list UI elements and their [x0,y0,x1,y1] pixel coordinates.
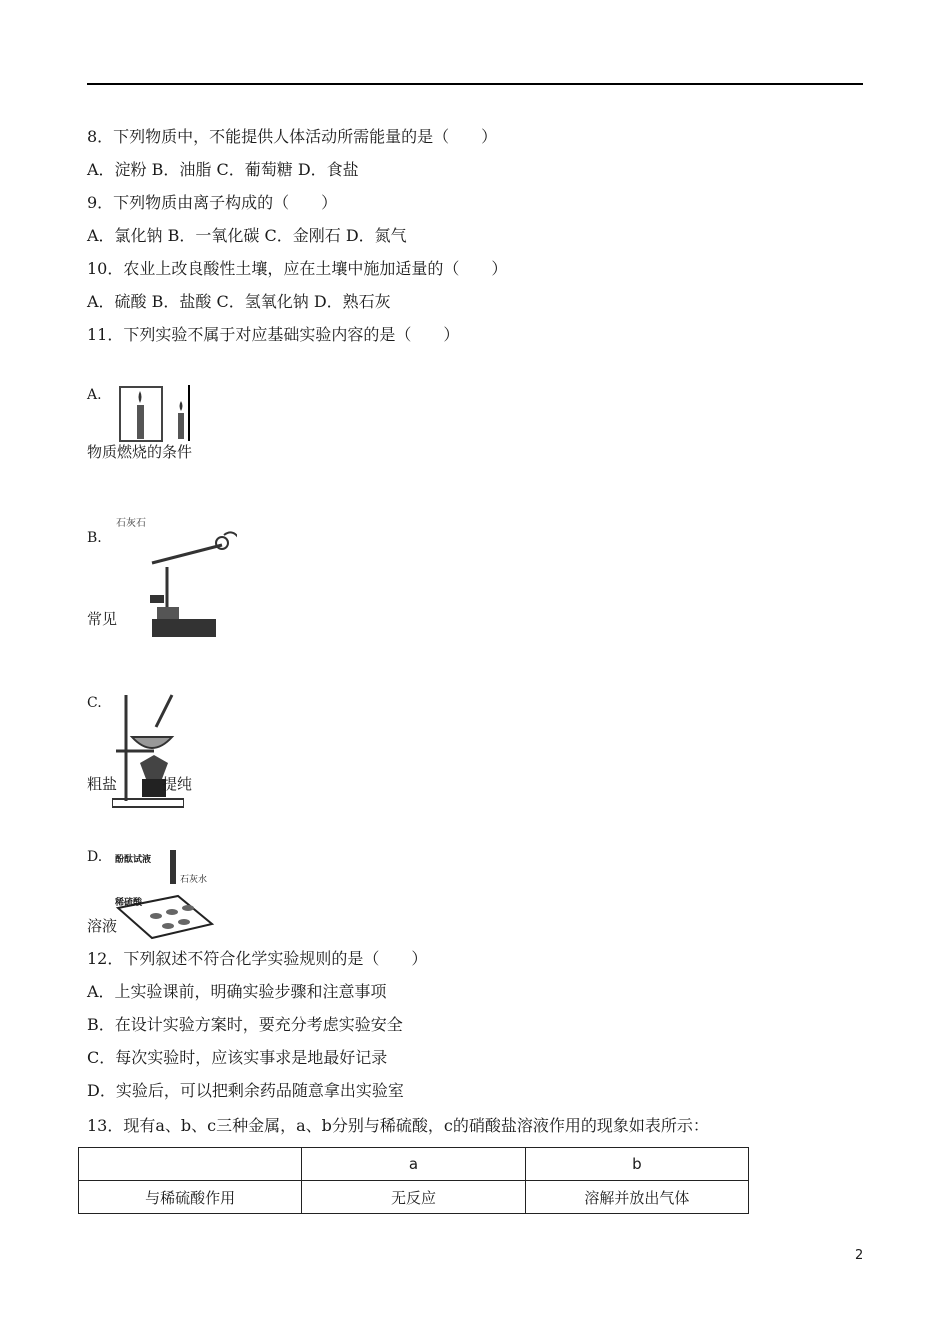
q11-option-d-label-limewater: 石灰水 [180,875,208,885]
table-cell: 溶解并放出气体 [525,1181,748,1214]
q12-option-c: C．每次实验时，应该实事求是地最好记录 [87,1048,388,1067]
limestone-heating-figure [112,527,237,639]
q12-option-a: A．上实验课前，明确实验步骤和注意事项 [87,982,387,1001]
q11-option-d-caption: 溶液 [87,917,118,935]
q10-options: A．硫酸 B．盐酸 C．氢氧化钠 D．熟石灰 [87,292,391,311]
q11-option-d-letter: D. [87,849,103,865]
q12-option-d: D．实验后，可以把剩余药品随意拿出实验室 [87,1081,404,1100]
table-cell: 无反应 [302,1181,525,1214]
q11-option-d-label-phenolphthalein: 酚酞试液 [115,855,152,865]
q11-option-c-caption: 粗盐 提纯 [87,775,193,793]
q9-options: A．氯化钠 B．一氧化碳 C．金刚石 D．氮气 [87,226,407,245]
q9-stem: 9．下列物质由离子构成的（ ） [87,193,338,212]
table-header-cell: b [525,1148,748,1181]
q8-stem: 8．下列物质中，不能提供人体活动所需能量的是（ ） [87,127,498,146]
q11-option-b-caption: 常见 [87,610,118,628]
q11-option-a-caption: 物质燃烧的条件 [87,443,193,461]
table-header-row [79,1148,749,1181]
header-rule [87,83,863,85]
q11-option-d-label-dilute-sulfuric: 稀硫酸 [115,898,143,908]
q11-option-c-letter: C. [87,695,102,711]
q11-option-b-letter: B. [87,530,102,546]
candle-combustion-figure [112,383,192,445]
q13-stem: 13．现有a、b、c三种金属，a、b分别与稀硫酸，c的硝酸盐溶液作用的现象如表所示： [87,1116,709,1135]
q11-stem: 11．下列实验不属于对应基础实验内容的是（ ） [87,325,460,344]
table-row [79,1181,749,1214]
q8-options: A．淀粉 B．油脂 C．葡萄糖 D．食盐 [87,160,359,179]
table-header-cell: a [302,1148,525,1181]
q10-stem: 10．农业上改良酸性土壤，应在土壤中施加适量的（ ） [87,259,508,278]
q12-option-b: B．在设计实验方案时，要充分考虑实验安全 [87,1015,403,1034]
table-header-cell [79,1148,302,1181]
table-cell: 与稀硫酸作用 [79,1181,302,1214]
q12-stem: 12．下列叙述不符合化学实验规则的是（ ） [87,949,428,968]
q13-table [78,1147,749,1214]
q11-option-a-letter: A. [87,387,102,403]
q11-option-b-label: 石灰石 [116,518,146,529]
page-number: 2 [855,1248,864,1263]
